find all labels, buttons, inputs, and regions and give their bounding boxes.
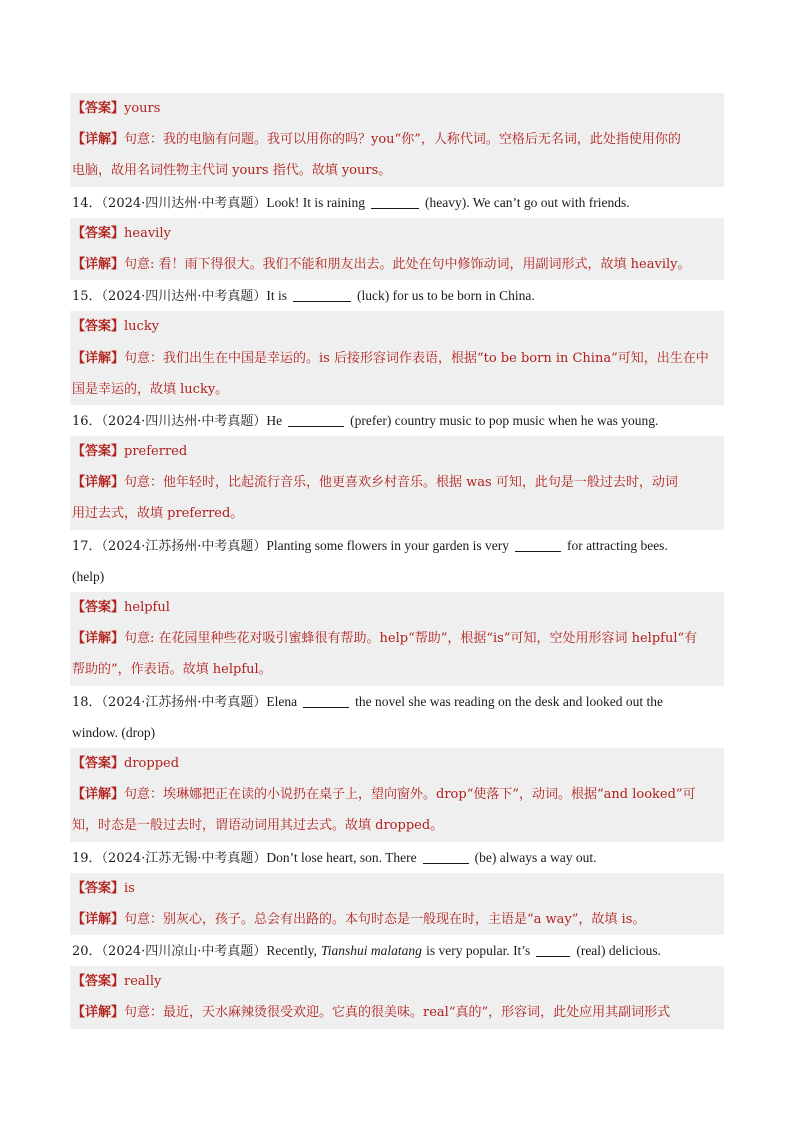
question-number: 19． <box>72 850 102 866</box>
question-source: （2024·江苏扬州·中考真题） <box>101 694 267 710</box>
document-page <box>70 93 724 1029</box>
answer-label: 【答案】 <box>72 755 125 771</box>
answer-line <box>70 218 724 249</box>
detail-line <box>70 249 724 280</box>
detail-label: 【详解】 <box>72 631 125 647</box>
detail-text: 知，时态是一般过去时，谓语动词用其过去式。故填 dropped。 <box>72 818 444 834</box>
detail-text: 句意：别灰心，孩子。总会有出路的。本句时态是一般现在时，主语是“a way”，故填 is。 <box>124 911 646 927</box>
answer-label: 【答案】 <box>72 101 125 116</box>
detail-line <box>70 124 724 155</box>
answer-text: is <box>124 880 135 896</box>
detail-line <box>70 904 724 935</box>
question-text: (help) <box>72 568 105 584</box>
answer-line <box>70 436 724 467</box>
answer-label: 【答案】 <box>72 600 125 615</box>
question-text-before: He <box>266 412 283 428</box>
question-line <box>70 405 724 436</box>
detail-text: 国是幸运的，故填 lucky。 <box>72 381 229 397</box>
question-line <box>70 280 724 311</box>
detail-text: 句意：最近，天水麻辣烫很受欢迎。它真的很美味。real“真的”，形容词，此处应用其副词形式 <box>124 1005 671 1021</box>
answer-text: preferred <box>124 444 188 460</box>
question-number: 16． <box>72 413 102 429</box>
question-continuation <box>70 561 724 592</box>
answer-label: 【答案】 <box>72 225 125 241</box>
detail-text: 句意：我们出生在中国是幸运的。is 后接形容词作表语，根据“to be born in China”可知，出生在中 <box>124 350 709 366</box>
question-line <box>70 530 724 561</box>
question-text-before2: is very popular. It’s <box>426 943 531 959</box>
detail-line <box>70 623 724 654</box>
detail-label: 【详解】 <box>72 787 125 803</box>
detail-line <box>70 779 724 810</box>
answer-text: really <box>124 974 162 990</box>
answer-line <box>70 93 724 124</box>
answer-label: 【答案】 <box>72 880 125 896</box>
answer-blank <box>423 849 469 864</box>
question-number: 15． <box>72 289 102 305</box>
detail-text: 句意: 看！雨下得很大。我们不能和朋友出去。此处在句中修饰动词，用副词形式，故填 heavily。 <box>124 256 691 272</box>
detail-continuation <box>70 498 724 529</box>
answer-line <box>70 311 724 342</box>
question-source: （2024·江苏无锡·中考真题） <box>101 850 267 866</box>
answer-blank <box>371 194 419 209</box>
question-text-after: the novel she was reading on the desk and looked out the <box>355 693 663 709</box>
question-text-before: Elena <box>266 693 298 709</box>
detail-text: 句意: 在花园里种些花对吸引蜜蜂很有帮助。help“帮助”，根据“is”可知，空处用形容词 helpful“有 <box>124 631 698 647</box>
answer-label: 【答案】 <box>72 319 125 335</box>
question-number: 20． <box>72 944 102 960</box>
question-text-after: (real) delicious. <box>576 943 662 959</box>
detail-continuation <box>70 654 724 685</box>
answer-blank <box>288 412 344 427</box>
answer-label: 【答案】 <box>72 444 125 460</box>
question-continuation <box>70 717 724 748</box>
question-text-before: Look! It is raining <box>266 194 366 210</box>
detail-label: 【详解】 <box>72 911 125 927</box>
detail-continuation <box>70 810 724 841</box>
detail-line <box>70 467 724 498</box>
answer-label: 【答案】 <box>72 974 125 990</box>
detail-text: 电脑，故用名词性物主代词 yours 指代。故填 yours。 <box>72 163 392 179</box>
answer-line <box>70 748 724 779</box>
question-text-after: (be) always a way out. <box>474 849 597 865</box>
answer-blank <box>293 287 351 302</box>
detail-label: 【详解】 <box>72 1005 125 1021</box>
question-text-after: (prefer) country music to pop music when he was young. <box>350 412 659 428</box>
answer-line <box>70 873 724 904</box>
detail-text: 句意：埃琳娜把正在读的小说扔在桌子上，望向窗外。drop“使落下”，动词。根据“and looked”可 <box>124 787 696 803</box>
answer-text: helpful <box>124 600 170 615</box>
question-text-before: It is <box>266 288 288 304</box>
question-text-after: (luck) for us to be born in China. <box>357 288 535 304</box>
question-source: （2024·四川达州·中考真题） <box>101 413 267 429</box>
question-source: （2024·四川达州·中考真题） <box>101 195 267 211</box>
question-line <box>70 686 724 717</box>
answer-blank <box>536 942 570 957</box>
question-number: 14． <box>72 195 102 211</box>
detail-text: 帮助的”，作表语。故填 helpful。 <box>72 662 272 678</box>
answer-line <box>70 592 724 623</box>
answer-text: heavily <box>124 225 171 241</box>
detail-line <box>70 343 724 374</box>
question-line <box>70 842 724 873</box>
question-text-before: Planting some flowers in your garden is very <box>266 537 509 553</box>
answer-blank <box>515 537 561 552</box>
question-number: 18． <box>72 694 102 710</box>
answer-line <box>70 966 724 997</box>
detail-text: 句意：我的电脑有问题。我可以用你的吗？you“你”，人称代词。空格后无名词，此处指使用你的 <box>124 132 681 148</box>
detail-label: 【详解】 <box>72 132 125 148</box>
question-line <box>70 187 724 218</box>
question-text-before: Don’t lose heart, son. There <box>266 849 417 865</box>
question-source: （2024·四川凉山·中考真题） <box>101 944 267 960</box>
detail-label: 【详解】 <box>72 256 125 272</box>
question-line <box>70 935 724 966</box>
question-text-after: (heavy). We can’t go out with friends. <box>425 194 630 210</box>
detail-continuation <box>70 374 724 405</box>
question-text: window. (drop) <box>72 724 156 740</box>
answer-text: lucky <box>124 319 160 335</box>
question-source: （2024·江苏扬州·中考真题） <box>101 538 267 554</box>
detail-label: 【详解】 <box>72 350 125 366</box>
detail-label: 【详解】 <box>72 475 125 491</box>
question-text-italic: Tianshui malatang <box>321 943 422 959</box>
question-text-after: for attracting bees. <box>566 537 668 553</box>
detail-line <box>70 997 724 1028</box>
answer-text: dropped <box>124 755 180 771</box>
question-text-before: Recently, <box>266 943 317 959</box>
detail-text: 用过去式，故填 preferred。 <box>72 506 244 522</box>
question-source: （2024·四川达州·中考真题） <box>101 289 267 305</box>
answer-blank <box>303 693 349 708</box>
detail-continuation <box>70 155 724 186</box>
detail-text: 句意：他年轻时，比起流行音乐，他更喜欢乡村音乐。根据 was 可知，此句是一般过去时，动词 <box>124 475 678 491</box>
answer-text: yours <box>124 101 161 116</box>
question-number: 17． <box>72 538 102 554</box>
